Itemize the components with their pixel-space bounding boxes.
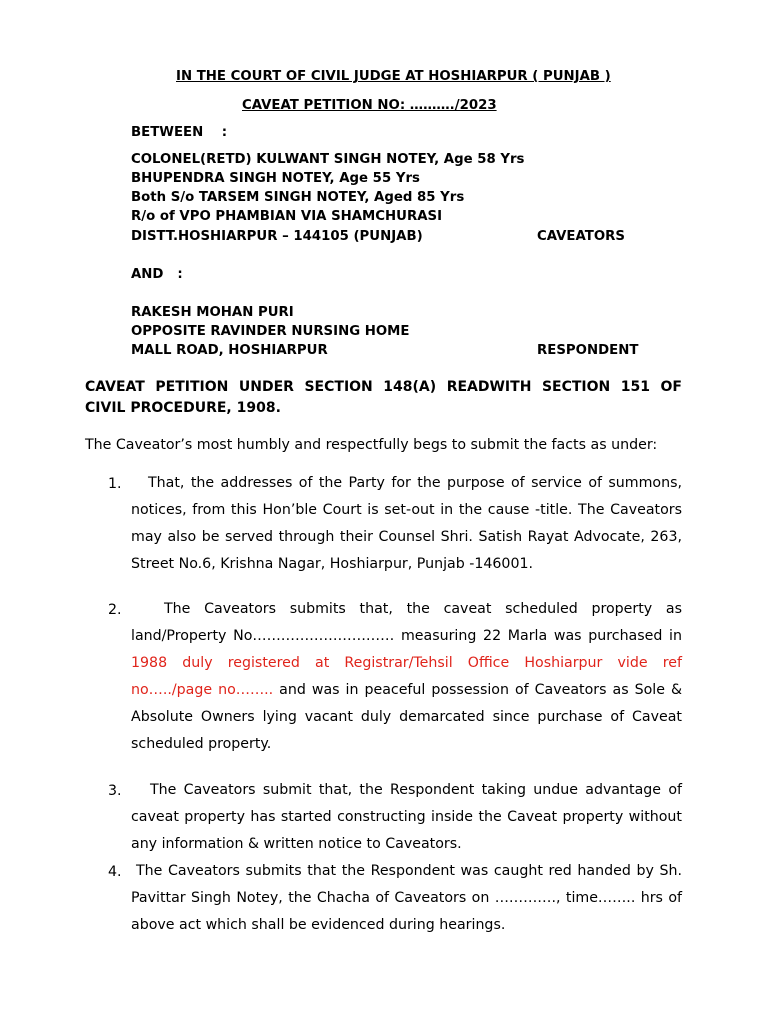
paragraph-number: 3. (108, 783, 122, 799)
and-label: AND : (131, 267, 183, 282)
paragraph-1: That, the addresses of the Party for the purpose of service of summons, notices, from this Hon’ble Court is set-out in the cause -title. The Caveators may also be served through their Counsel Shri. Satish Rayat Advocate, 263, Street No.6, Krishna Nagar, Hoshiarpur, Punjab -146001. (131, 475, 682, 572)
between-label: BETWEEN : (131, 125, 228, 140)
caveator-line: COLONEL(RETD) KULWANT SINGH NOTEY, Age 58 Yrs (131, 152, 525, 167)
paragraph-number: 2. (108, 602, 122, 618)
respondent-line: MALL ROAD, HOSHIARPUR (131, 343, 328, 358)
respondent-line: OPPOSITE RAVINDER NURSING HOME (131, 324, 410, 339)
petition-number: CAVEAT PETITION NO: ………./2023 (242, 98, 497, 113)
paragraph-number: 4. (108, 864, 122, 880)
paragraph-2-text-end: and was in peaceful possession of Caveators as Sole & Absolute Owners lying vacant duly demarcated since purchase of Caveat scheduled property. (131, 682, 683, 752)
caveators-role: CAVEATORS (537, 229, 625, 244)
respondent-role: RESPONDENT (537, 343, 639, 358)
caveator-line: DISTT.HOSHIARPUR – 144105 (PUNJAB) (131, 229, 423, 244)
intro-text: The Caveator’s most humbly and respectfully begs to submit the facts as under: (85, 437, 658, 453)
caveator-line: Both S/o TARSEM SINGH NOTEY, Aged 85 Yrs (131, 190, 465, 205)
paragraph-2-highlight: 1988 duly registered at Registrar/Tehsil Office Hoshiarpur vide ref no…../page no…….. (131, 655, 682, 698)
paragraph-2 (131, 596, 682, 758)
caveator-line: R/o of VPO PHAMBIAN VIA SHAMCHURASI (131, 209, 443, 224)
court-heading: IN THE COURT OF CIVIL JUDGE AT HOSHIARPUR ( PUNJAB ) (176, 69, 611, 84)
respondent-line: RAKESH MOHAN PURI (131, 305, 294, 320)
paragraph-4: The Caveators submits that the Respondent was caught red handed by Sh. Pavittar Singh Notey, the Chacha of Caveators on …………., time…….. hrs of above act which shall be evidenced during hearings. (131, 863, 682, 933)
petition-title: CAVEAT PETITION UNDER SECTION 148(A) READWITH SECTION 151 OF CIVIL PROCEDURE, 1908. (85, 379, 682, 416)
caveator-line: BHUPENDRA SINGH NOTEY, Age 55 Yrs (131, 171, 420, 186)
paragraph-2-text: The Caveators submits that, the caveat scheduled property as land/Property No………………………… measuring 22 Marla was purchased in (131, 601, 682, 644)
paragraph-number: 1. (108, 476, 122, 492)
paragraph-3: The Caveators submit that, the Respondent taking undue advantage of caveat property has started constructing inside the Caveat property without any information & written notice to Caveators. (131, 782, 682, 852)
